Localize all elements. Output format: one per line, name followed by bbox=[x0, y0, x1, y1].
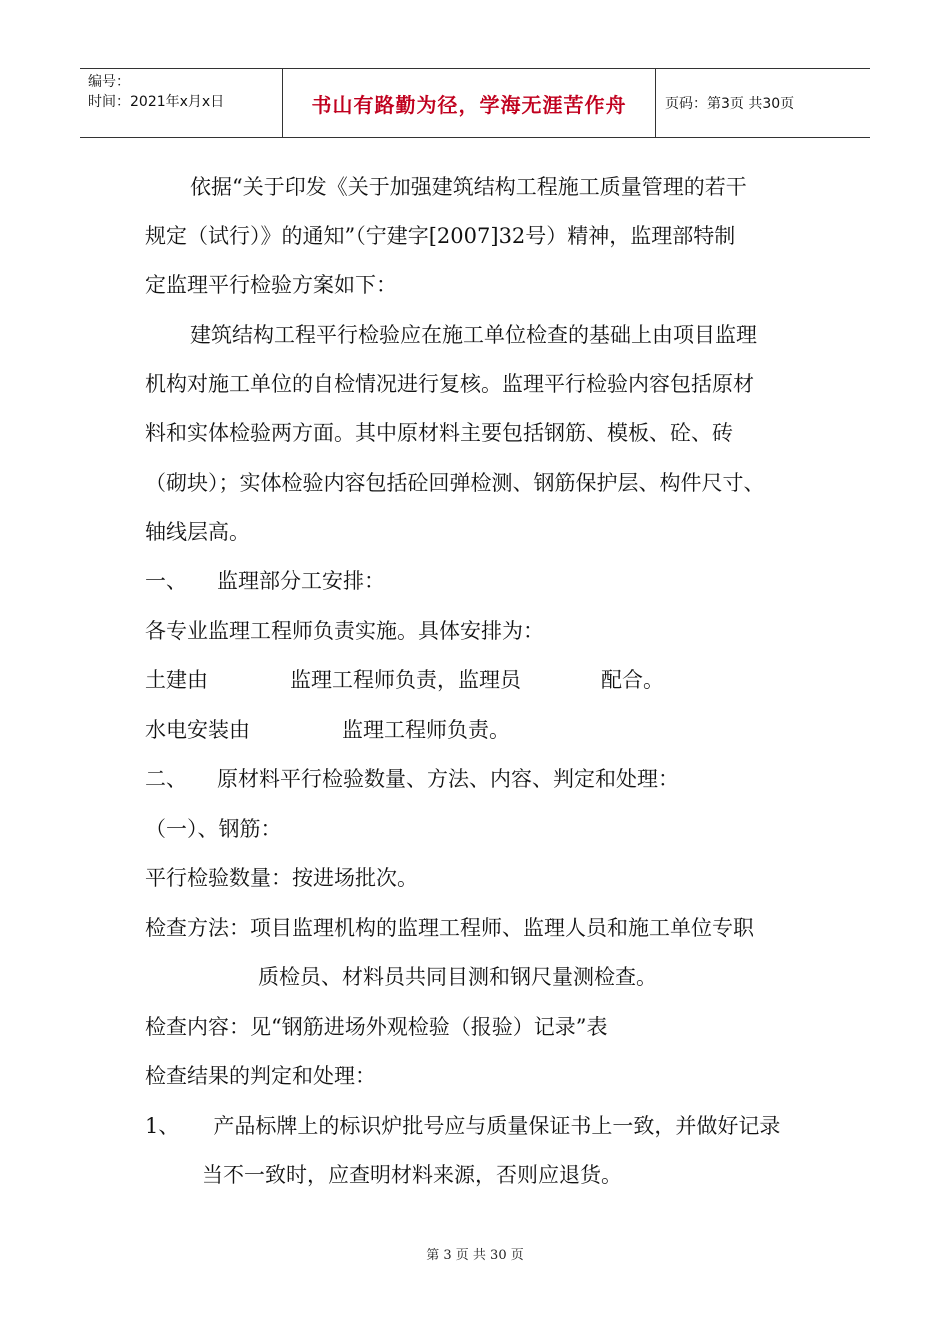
document-number: 编号： bbox=[88, 74, 130, 90]
page-code: 页码：第3页 共30页 bbox=[665, 96, 795, 112]
page-header bbox=[80, 68, 870, 138]
document-date: 时间：2021年x月x日 bbox=[88, 94, 225, 110]
section-number: 一、 bbox=[145, 569, 187, 593]
paragraph-line: 定监理平行检验方案如下： bbox=[145, 273, 397, 297]
paragraph-line: 建筑结构工程平行检验应在施工单位检查的基础上由项目监理 bbox=[190, 323, 757, 347]
motto: 书山有路勤为径，学海无涯苦作舟 bbox=[311, 92, 627, 117]
check-quantity: 平行检验数量：按进场批次。 bbox=[145, 866, 418, 890]
civil-assignment bbox=[145, 665, 664, 695]
list-text: 产品标牌上的标识炉批号应与质量保证书上一致，并做好记录 bbox=[213, 1114, 781, 1138]
section-title: 监理部分工安排： bbox=[217, 569, 385, 593]
paragraph-line: 轴线层高。 bbox=[145, 520, 250, 544]
mep-text-a: 水电安装由 bbox=[145, 718, 250, 742]
subsection-heading: （一）、钢筋： bbox=[145, 817, 282, 841]
header-motto-cell bbox=[282, 69, 656, 137]
civil-text-b: 监理工程师负责，监理员 bbox=[290, 668, 521, 692]
paragraph-line: 依据“关于印发《关于加强建筑结构工程施工质量管理的若干 bbox=[190, 175, 747, 199]
paragraph-line: 机构对施工单位的自检情况进行复核。监理平行检验内容包括原材 bbox=[145, 372, 754, 396]
list-number: 1、 bbox=[145, 1114, 180, 1138]
mep-text-b: 监理工程师负责。 bbox=[342, 718, 510, 742]
header-meta bbox=[80, 69, 282, 137]
page-footer: 第 3 页 共 30 页 bbox=[426, 1248, 524, 1263]
mep-assignment bbox=[145, 715, 510, 745]
section-heading-2 bbox=[145, 764, 679, 794]
section-number: 二、 bbox=[145, 767, 187, 791]
header-page-code-cell bbox=[655, 69, 870, 137]
result-heading: 检查结果的判定和处理： bbox=[145, 1064, 376, 1088]
section-heading-1 bbox=[145, 566, 385, 596]
list-item-1-cont: 当不一致时，应查明材料来源，否则应退货。 bbox=[202, 1163, 622, 1187]
check-content: 检查内容：见“钢筋进场外观检验（报验）记录”表 bbox=[145, 1015, 608, 1039]
civil-text-c: 配合。 bbox=[601, 668, 664, 692]
section-title: 原材料平行检验数量、方法、内容、判定和处理： bbox=[217, 767, 679, 791]
section1-intro: 各专业监理工程师负责实施。具体安排为： bbox=[145, 619, 544, 643]
paragraph-line: 料和实体检验两方面。其中原材料主要包括钢筋、模板、砼、砖 bbox=[145, 421, 733, 445]
check-method: 检查方法：项目监理机构的监理工程师、监理人员和施工单位专职 bbox=[145, 916, 754, 940]
paragraph-line: （砌块）；实体检验内容包括砼回弹检测、钢筋保护层、构件尺寸、 bbox=[145, 471, 765, 495]
list-item-1 bbox=[145, 1111, 780, 1141]
civil-text-a: 土建由 bbox=[145, 668, 208, 692]
paragraph-line: 规定（试行）》的通知”（宁建字[2007]32号）精神，监理部特制 bbox=[145, 224, 736, 248]
check-method-cont: 质检员、材料员共同目测和钢尺量测检查。 bbox=[258, 965, 657, 989]
